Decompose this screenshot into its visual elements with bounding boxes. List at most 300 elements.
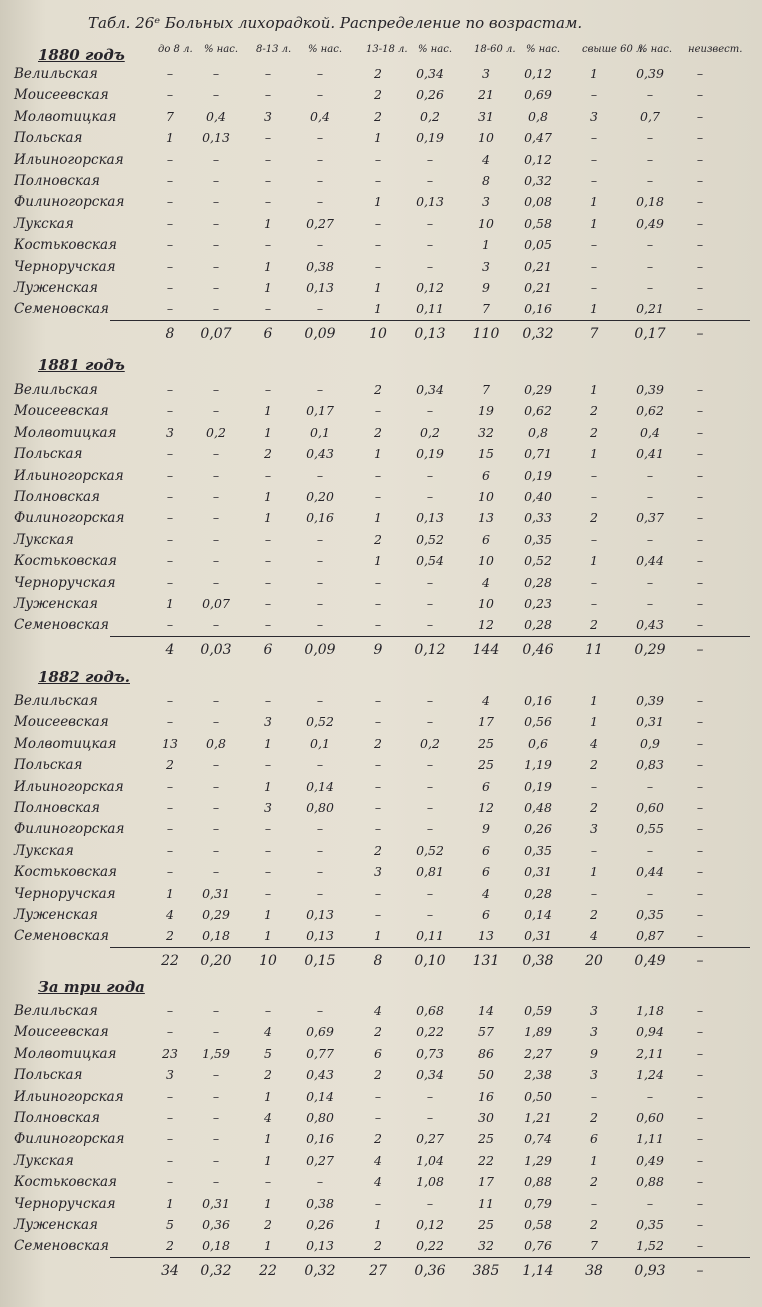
table-cell: 6: [482, 467, 490, 483]
table-cell: –: [696, 928, 704, 944]
table-cell: 1: [590, 194, 598, 210]
volost-name: Полновская: [14, 1110, 100, 1126]
table-row: [0, 575, 762, 597]
table-cell: 0,12: [416, 280, 444, 295]
table-cell: –: [264, 596, 272, 611]
table-cell: 57: [478, 1024, 494, 1040]
table-cell: 5: [264, 1045, 272, 1061]
table-cell: –: [590, 87, 598, 103]
table-cell: –: [212, 151, 220, 167]
table-row: [0, 216, 762, 238]
table-cell: 0,19: [524, 778, 552, 794]
table-cell: –: [696, 194, 704, 210]
table-cell: 0,58: [524, 215, 552, 231]
table-cell: 0,74: [524, 1131, 552, 1147]
table-cell: –: [696, 151, 704, 167]
table-cell: –: [374, 403, 382, 419]
table-row: [0, 425, 762, 447]
table-cell: –: [212, 194, 220, 210]
table-cell: 0,59: [524, 1003, 552, 1018]
table-cell: –: [696, 1045, 704, 1061]
volost-name: Костьковская: [14, 1174, 117, 1191]
table-cell: 4: [590, 735, 598, 751]
table-row: [0, 1089, 762, 1111]
table-cell: 2: [166, 757, 174, 773]
table-cell: 16: [478, 1088, 494, 1104]
table-cell: 0,29: [524, 382, 552, 397]
table-cell: –: [316, 693, 324, 708]
table-cell: –: [166, 66, 174, 81]
table-cell: –: [374, 617, 382, 633]
table-cell: –: [426, 1110, 434, 1125]
table-cell: 2: [374, 87, 382, 103]
table-cell: –: [166, 173, 174, 188]
table-cell: 12: [478, 800, 494, 815]
table-cell: 2: [166, 1238, 174, 1254]
table-cell: –: [212, 693, 220, 708]
column-header: 18-60 л.: [474, 44, 516, 55]
table-cell: 0,36: [202, 1217, 230, 1232]
table-cell: –: [212, 574, 220, 590]
table-cell: 10: [478, 489, 494, 504]
table-cell: 0,13: [416, 194, 444, 210]
table-cell: 0,13: [306, 280, 334, 295]
table-cell: –: [374, 885, 382, 901]
table-cell: –: [590, 130, 598, 146]
table-cell: –: [316, 864, 324, 880]
total-cell: 7: [589, 325, 599, 342]
table-cell: –: [426, 1088, 434, 1104]
table-cell: 2: [374, 108, 382, 124]
table-cell: –: [696, 596, 704, 611]
table-cell: –: [212, 821, 220, 837]
section-year-label: 1882 годъ.: [38, 668, 130, 686]
table-cell: 0,43: [306, 446, 334, 462]
table-cell: 1: [374, 194, 382, 210]
table-cell: 31: [478, 108, 494, 124]
table-cell: 1: [264, 907, 272, 922]
table-cell: 15: [478, 446, 494, 462]
table-cell: –: [696, 553, 704, 569]
table-row: [0, 800, 762, 822]
table-cell: –: [166, 553, 174, 569]
table-cell: 3: [166, 424, 174, 440]
table-cell: –: [696, 215, 704, 231]
table-cell: 0,33: [524, 510, 552, 526]
table-cell: –: [696, 735, 704, 751]
table-cell: –: [696, 1152, 704, 1168]
table-cell: 25: [478, 757, 494, 773]
total-cell: 0,09: [304, 325, 336, 342]
table-cell: –: [212, 173, 220, 188]
table-cell: –: [426, 151, 434, 167]
table-cell: –: [316, 842, 324, 858]
total-row: [0, 326, 762, 348]
table-cell: –: [646, 87, 654, 103]
table-cell: 1,11: [636, 1131, 664, 1147]
table-row: [0, 714, 762, 736]
table-cell: 0,38: [306, 1195, 334, 1211]
table-cell: –: [696, 1217, 704, 1232]
table-cell: –: [264, 821, 272, 837]
table-cell: –: [590, 258, 598, 274]
table-cell: 2: [590, 757, 598, 773]
table-cell: –: [374, 1110, 382, 1125]
table-cell: 2: [374, 842, 382, 858]
table-cell: –: [166, 87, 174, 103]
table-cell: 0,88: [524, 1174, 552, 1190]
table-cell: –: [264, 693, 272, 708]
total-cell: 1,14: [522, 1262, 554, 1279]
table-cell: –: [374, 821, 382, 837]
table-cell: 0,2: [420, 735, 440, 751]
total-cell: 0,15: [304, 952, 336, 969]
table-cell: 0,8: [528, 424, 548, 440]
table-cell: 25: [478, 1217, 494, 1232]
total-cell: 0,17: [634, 325, 666, 342]
volost-name: Лукская: [14, 531, 74, 548]
table-cell: –: [646, 151, 654, 167]
volost-name: Филиногорская: [14, 510, 125, 527]
total-cell: 10: [369, 325, 387, 342]
volost-name: Молвотицкая: [14, 108, 117, 125]
table-cell: –: [316, 130, 324, 146]
table-cell: –: [212, 510, 220, 526]
table-cell: 10: [478, 553, 494, 569]
table-cell: 1: [590, 714, 598, 730]
table-cell: –: [316, 1174, 324, 1190]
table-cell: 1: [590, 1152, 598, 1168]
table-cell: –: [264, 842, 272, 858]
total-divider: [110, 636, 750, 637]
table-cell: 6: [482, 778, 490, 794]
table-cell: –: [166, 1152, 174, 1168]
table-cell: 2,38: [524, 1067, 552, 1083]
table-cell: 50: [478, 1067, 494, 1083]
total-cell: 0,36: [414, 1262, 446, 1279]
table-cell: –: [166, 693, 174, 708]
table-cell: 1: [264, 424, 272, 440]
table-cell: 0,19: [416, 130, 444, 146]
table-cell: 0,05: [524, 237, 552, 253]
table-cell: –: [316, 821, 324, 837]
table-cell: 3: [264, 714, 272, 730]
volost-name: Черноручская: [14, 1195, 116, 1212]
table-cell: –: [646, 130, 654, 146]
table-cell: 0,69: [306, 1024, 334, 1040]
table-cell: 0,71: [524, 446, 552, 462]
table-cell: 0,26: [524, 821, 552, 837]
table-cell: 1: [590, 66, 598, 81]
table-cell: –: [212, 1067, 220, 1083]
volost-name: Костьковская: [14, 237, 117, 254]
table-cell: –: [166, 842, 174, 858]
table-cell: 0,62: [636, 403, 664, 419]
total-row: [0, 953, 762, 975]
table-cell: 1: [264, 1152, 272, 1168]
table-cell: –: [696, 1003, 704, 1018]
table-cell: –: [646, 467, 654, 483]
table-cell: 4: [264, 1024, 272, 1040]
total-cell: 8: [165, 325, 175, 342]
volost-name: Польская: [14, 757, 83, 774]
table-cell: –: [316, 885, 324, 901]
table-cell: –: [426, 596, 434, 611]
total-cell: –: [696, 325, 704, 342]
table-row: [0, 1153, 762, 1175]
volost-name: Молвотицкая: [14, 1045, 117, 1062]
table-cell: 2: [374, 382, 382, 397]
table-cell: 3: [374, 864, 382, 880]
table-cell: –: [426, 757, 434, 773]
volost-name: Семеновская: [14, 1238, 109, 1255]
table-cell: 1: [264, 510, 272, 526]
table-cell: 0,62: [524, 403, 552, 419]
table-row: [0, 1067, 762, 1089]
total-divider: [110, 947, 750, 948]
table-cell: 0,16: [524, 693, 552, 708]
table-cell: –: [212, 1088, 220, 1104]
table-cell: –: [316, 66, 324, 81]
table-cell: 0,31: [524, 928, 552, 944]
total-cell: 144: [472, 641, 500, 658]
table-cell: –: [212, 446, 220, 462]
volost-name: Луженская: [14, 280, 98, 296]
table-cell: 0,4: [640, 424, 660, 440]
total-cell: 6: [263, 641, 273, 658]
table-cell: 1,18: [636, 1003, 664, 1018]
table-cell: 10: [478, 130, 494, 146]
table-cell: –: [646, 574, 654, 590]
table-cell: –: [166, 1088, 174, 1104]
table-cell: 23: [162, 1045, 178, 1061]
table-cell: –: [696, 1024, 704, 1040]
table-row: [0, 821, 762, 843]
total-cell: 131: [472, 952, 500, 969]
table-cell: –: [646, 885, 654, 901]
table-row: [0, 596, 762, 618]
total-cell: 0,46: [522, 641, 554, 658]
table-cell: 32: [478, 1238, 494, 1254]
table-cell: 2: [374, 1238, 382, 1254]
table-cell: 2: [590, 1217, 598, 1232]
table-row: [0, 237, 762, 259]
table-cell: –: [374, 757, 382, 773]
table-cell: 3: [264, 108, 272, 124]
table-cell: 10: [478, 596, 494, 611]
table-cell: –: [166, 215, 174, 231]
table-cell: 17: [478, 1174, 494, 1190]
table-cell: –: [264, 1174, 272, 1190]
total-cell: 22: [259, 1262, 277, 1279]
table-cell: 0,7: [640, 108, 660, 124]
table-cell: 0,11: [416, 928, 444, 944]
table-cell: –: [212, 382, 220, 397]
table-cell: 0,39: [636, 382, 664, 397]
table-cell: –: [316, 617, 324, 633]
table-cell: –: [374, 800, 382, 815]
table-cell: –: [374, 237, 382, 253]
table-cell: 0,31: [524, 864, 552, 880]
table-cell: 0,27: [306, 1152, 334, 1168]
table-cell: 1: [264, 1238, 272, 1254]
table-cell: –: [212, 714, 220, 730]
table-cell: –: [166, 1131, 174, 1147]
total-cell: 0,12: [414, 641, 446, 658]
table-row: [0, 259, 762, 281]
table-cell: 4: [374, 1174, 382, 1190]
table-cell: 1: [590, 215, 598, 231]
table-cell: –: [426, 215, 434, 231]
volost-name: Полновская: [14, 173, 100, 189]
table-cell: 0,94: [636, 1024, 664, 1040]
table-cell: –: [696, 510, 704, 526]
table-cell: 0,76: [524, 1238, 552, 1254]
volost-name: Ильиногорская: [14, 467, 124, 484]
volost-name: Польская: [14, 130, 83, 147]
table-cell: 2: [590, 510, 598, 526]
table-cell: –: [212, 1003, 220, 1018]
total-cell: 0,20: [200, 952, 232, 969]
table-cell: 3: [264, 800, 272, 815]
table-cell: 4: [590, 928, 598, 944]
table-cell: –: [166, 446, 174, 462]
column-header: % нас.: [418, 44, 453, 55]
total-cell: 10: [259, 952, 277, 969]
volost-name: Лукская: [14, 215, 74, 232]
table-cell: –: [212, 800, 220, 815]
table-cell: –: [426, 617, 434, 633]
table-cell: 0,22: [416, 1238, 444, 1254]
table-cell: –: [426, 714, 434, 730]
table-cell: –: [646, 1088, 654, 1104]
table-cell: –: [696, 258, 704, 274]
table-cell: –: [696, 1195, 704, 1211]
table-row: [0, 403, 762, 425]
table-cell: –: [166, 821, 174, 837]
table-cell: 0,48: [524, 800, 552, 815]
table-cell: 2: [590, 907, 598, 922]
table-cell: –: [212, 1131, 220, 1147]
table-cell: –: [264, 87, 272, 103]
table-cell: 0,16: [306, 1131, 334, 1147]
table-cell: –: [646, 258, 654, 274]
table-cell: –: [166, 301, 174, 317]
volost-name: Ильиногорская: [14, 778, 124, 795]
table-cell: –: [316, 596, 324, 611]
table-cell: –: [166, 467, 174, 483]
table-cell: 0,21: [636, 301, 664, 317]
table-cell: –: [166, 194, 174, 210]
volost-name: Моисеевская: [14, 403, 109, 420]
volost-name: Ильиногорская: [14, 151, 124, 168]
table-cell: 10: [478, 215, 494, 231]
table-cell: 0,37: [636, 510, 664, 526]
table-cell: –: [316, 173, 324, 188]
table-cell: 8: [482, 173, 490, 188]
table-cell: 0,28: [524, 885, 552, 901]
table-cell: 1: [264, 1131, 272, 1147]
table-cell: 1: [590, 553, 598, 569]
table-cell: 0,12: [524, 66, 552, 81]
table-cell: 0,88: [636, 1174, 664, 1190]
table-cell: 0,69: [524, 87, 552, 103]
column-header: % нас.: [526, 44, 561, 55]
table-cell: 0,56: [524, 714, 552, 730]
table-cell: 17: [478, 714, 494, 730]
volost-name: Моисеевская: [14, 1024, 109, 1041]
table-cell: 0,38: [306, 258, 334, 274]
table-cell: –: [374, 693, 382, 708]
table-cell: 0,43: [636, 617, 664, 633]
table-cell: –: [374, 778, 382, 794]
volost-name: Лукская: [14, 1152, 74, 1169]
table-cell: 4: [166, 907, 174, 922]
table-cell: 0,58: [524, 1217, 552, 1232]
table-cell: –: [166, 403, 174, 419]
table-cell: 14: [478, 1003, 494, 1018]
table-cell: –: [166, 258, 174, 274]
table-cell: 5: [166, 1217, 174, 1232]
table-cell: –: [646, 842, 654, 858]
total-cell: 0,32: [304, 1262, 336, 1279]
total-cell: 0,07: [200, 325, 232, 342]
table-cell: –: [696, 1110, 704, 1125]
table-cell: –: [264, 617, 272, 633]
table-cell: 11: [478, 1195, 494, 1211]
total-cell: 9: [373, 641, 383, 658]
column-header: % нас.: [308, 44, 343, 55]
table-cell: 6: [482, 864, 490, 880]
table-cell: 0,29: [202, 907, 230, 922]
table-cell: –: [264, 301, 272, 317]
table-cell: –: [696, 489, 704, 504]
table-cell: –: [166, 531, 174, 547]
column-header: 8-13 л.: [256, 44, 292, 55]
table-cell: 0,44: [636, 864, 664, 880]
table-cell: 0,54: [416, 553, 444, 569]
table-cell: 4: [482, 151, 490, 167]
total-cell: 34: [161, 1262, 179, 1279]
table-cell: 2: [374, 735, 382, 751]
table-cell: –: [426, 173, 434, 188]
table-cell: –: [426, 489, 434, 504]
table-cell: 2: [374, 531, 382, 547]
table-cell: 1: [374, 446, 382, 462]
table-cell: 1: [264, 403, 272, 419]
table-cell: 3: [166, 1067, 174, 1083]
table-cell: –: [426, 403, 434, 419]
total-cell: 27: [369, 1262, 387, 1279]
table-cell: 2: [264, 446, 272, 462]
table-cell: 0,34: [416, 66, 444, 81]
table-cell: –: [696, 1131, 704, 1147]
table-cell: 2,11: [636, 1045, 664, 1061]
table-cell: 3: [590, 1024, 598, 1040]
table-row: [0, 280, 762, 302]
total-cell: 20: [585, 952, 603, 969]
table-cell: 3: [482, 194, 490, 210]
table-cell: –: [696, 446, 704, 462]
table-cell: –: [696, 173, 704, 188]
table-cell: 0,52: [416, 531, 444, 547]
table-cell: –: [696, 301, 704, 317]
table-cell: –: [374, 215, 382, 231]
table-cell: –: [264, 757, 272, 773]
volost-name: Костьковская: [14, 864, 117, 881]
table-cell: –: [590, 173, 598, 188]
table-cell: 2: [590, 617, 598, 633]
